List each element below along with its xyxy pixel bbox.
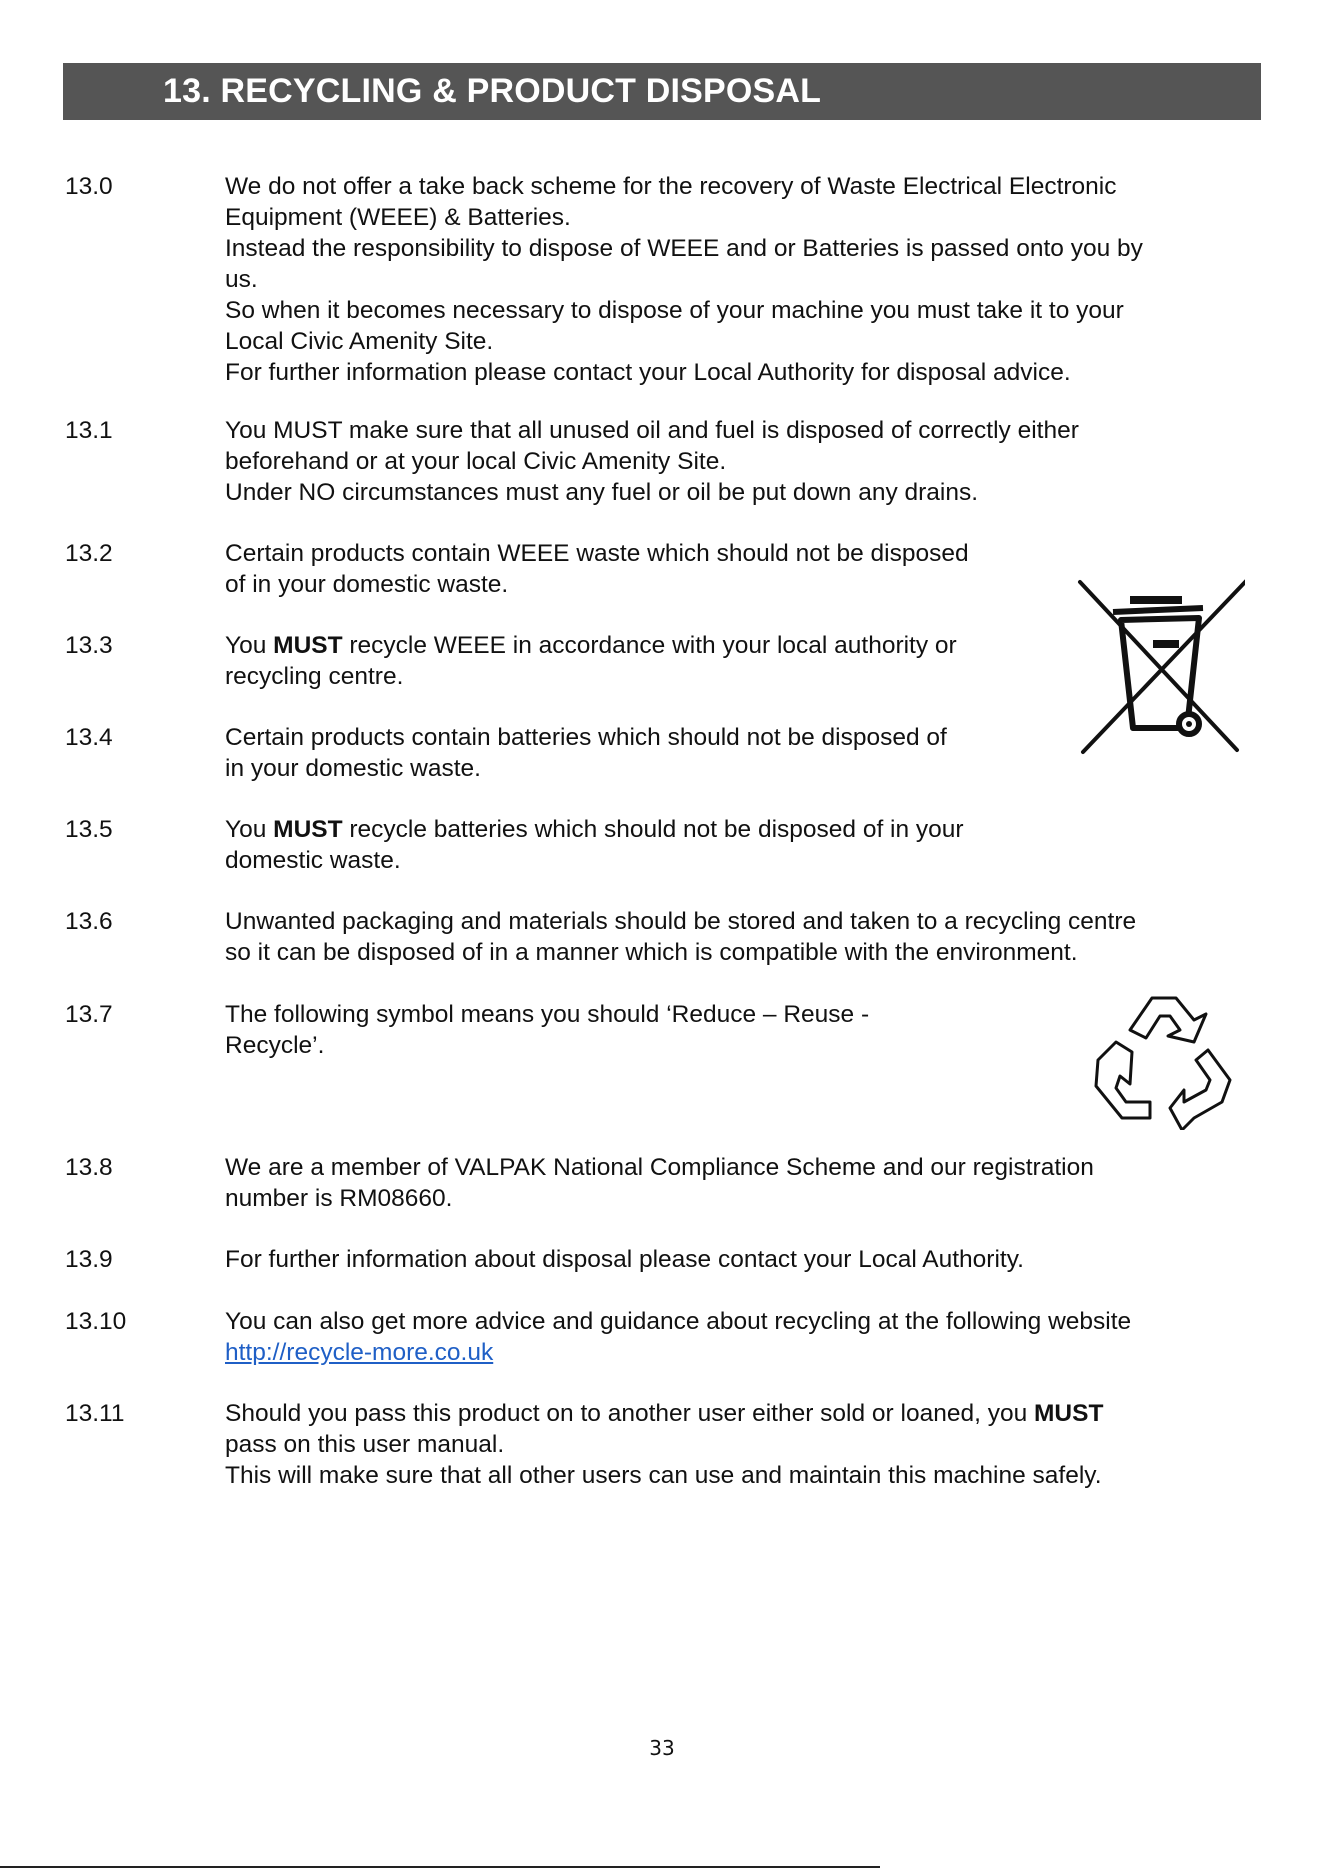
emphasis-must: MUST [1034,1400,1104,1427]
section-text [225,722,947,784]
text-line: Certain products contain batteries which should not be disposed of [225,724,947,751]
text-line: us. [225,266,258,293]
text-line: The following symbol means you should ‘Reduce – Reuse - [225,1001,870,1028]
text-line: domestic waste. [225,847,401,874]
text-line: Certain products contain WEEE waste which should not be disposed [225,540,969,567]
text-line: Equipment (WEEE) & Batteries. [225,204,571,231]
text-line: For further information please contact your Local Authority for disposal advice. [225,359,1071,386]
emphasis-must: MUST [273,632,343,659]
section-text [225,538,969,600]
section-text [225,1398,1103,1491]
text-run: recycle WEEE in accordance with your local authority or [342,632,957,659]
text-line [225,1337,1131,1368]
emphasis-must: MUST [273,816,343,843]
text-line: Instead the responsibility to dispose of WEEE and or Batteries is passed onto you by [225,235,1143,262]
section-number: 13.10 [65,1308,127,1335]
text-line: So when it becomes necessary to dispose of your machine you must take it to your [225,297,1124,324]
section-text [225,814,964,876]
section-number: 13.7 [65,1001,113,1028]
section-number: 13.3 [65,632,113,659]
text-line: so it can be disposed of in a manner which is compatible with the environment. [225,939,1078,966]
section-number: 13.1 [65,417,113,444]
section-number: 13.4 [65,724,113,751]
text-line: Under NO circumstances must any fuel or oil be put down any drains. [225,479,979,506]
text-line: number is RM08660. [225,1185,453,1212]
text-line: recycling centre. [225,663,404,690]
text-line: We do not offer a take back scheme for the recovery of Waste Electrical Electronic [225,173,1117,200]
page-number: 33 [649,1736,675,1760]
text-line [225,814,964,845]
text-line: Recycle’. [225,1032,325,1059]
text-line: in your domestic waste. [225,755,481,782]
text-run: You [225,816,274,843]
section-text [225,171,1143,388]
section-text [225,630,957,692]
section-text [225,1244,1024,1275]
section-text [225,906,1136,968]
text-line: You MUST make sure that all unused oil and fuel is disposed of correctly either [225,417,1079,444]
crossed-out-wheelie-bin-icon [1075,578,1245,758]
text-line: beforehand or at your local Civic Amenity Site. [225,448,727,475]
section-text [225,415,1079,508]
recycle-more-link[interactable]: http://recycle-more.co.uk [225,1339,494,1366]
text-line: You can also get more advice and guidance about recycling at the following website [225,1308,1132,1335]
section-header: 13. RECYCLING & PRODUCT DISPOSAL [63,63,1261,120]
section-number: 13.2 [65,540,113,567]
text-run: recycle batteries which should not be disposed of in your [342,816,964,843]
text-line: Unwanted packaging and materials should be stored and taken to a recycling centre [225,908,1137,935]
text-run: Should you pass this product on to another user either sold or loaned, you [225,1400,1035,1427]
text-line: Local Civic Amenity Site. [225,328,494,355]
text-line: This will make sure that all other users can use and maintain this machine safely. [225,1462,1102,1489]
section-number: 13.11 [65,1400,125,1427]
section-number: 13.6 [65,908,113,935]
text-line: of in your domestic waste. [225,571,509,598]
section-number: 13.8 [65,1154,113,1181]
bottom-rule [0,1866,880,1868]
section-text [225,1152,1094,1214]
section-number: 13.5 [65,816,113,843]
text-run: You [225,632,274,659]
section-text [225,999,869,1061]
text-line [225,630,957,661]
text-line [225,1398,1103,1429]
text-line: For further information about disposal please contact your Local Authority. [225,1246,1024,1273]
section-number: 13.9 [65,1246,113,1273]
text-line: We are a member of VALPAK National Compliance Scheme and our registration [225,1154,1094,1181]
text-line: pass on this user manual. [225,1431,505,1458]
section-number: 13.0 [65,173,113,200]
section-text [225,1306,1131,1368]
recycle-arrows-icon [1090,990,1240,1130]
